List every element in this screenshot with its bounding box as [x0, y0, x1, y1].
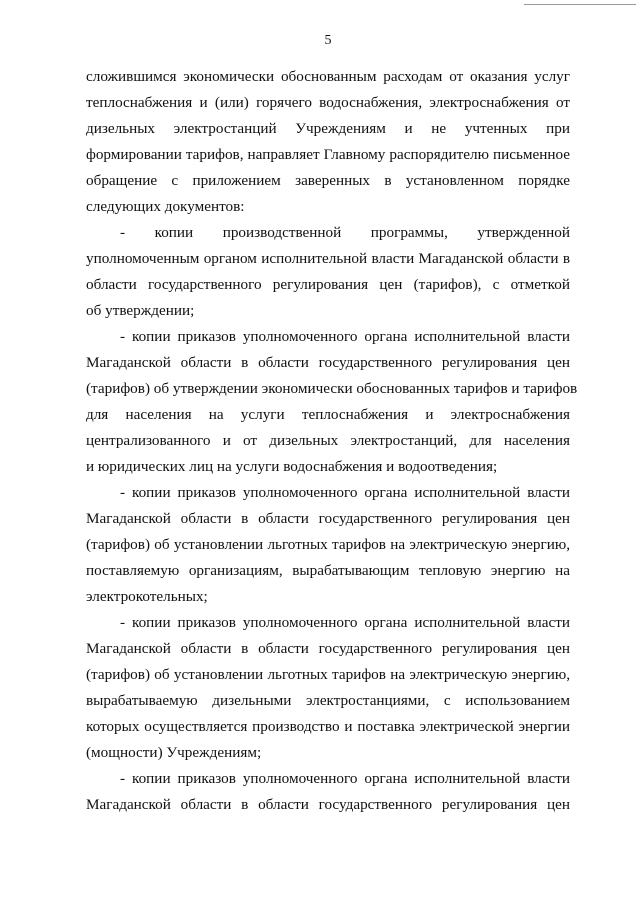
text-line: Магаданской области в области государственного регулирования цен — [86, 640, 570, 657]
text-line: (тарифов) об установлении льготных тарифов на электрическую энергию, — [86, 536, 570, 553]
text-line: Магаданской области в области государственного регулирования цен — [86, 796, 570, 813]
text-line: - копии приказов уполномоченного органа исполнительной власти — [120, 484, 570, 501]
text-line: электрокотельных; — [86, 588, 208, 605]
text-line: для населения на услуги теплоснабжения и электроснабжения — [86, 406, 570, 423]
text-line: централизованного и от дизельных электростанций, для населения — [86, 432, 570, 449]
page-number: 5 — [324, 33, 332, 48]
text-line: Магаданской области в области государственного регулирования цен — [86, 510, 570, 527]
text-line: - копии приказов уполномоченного органа исполнительной власти — [120, 328, 570, 345]
text-line: теплоснабжения и (или) горячего водоснабжения, электроснабжения от — [86, 94, 570, 111]
text-line: дизельных электростанций Учреждениям и не учтенных при — [86, 120, 570, 137]
text-line: - копии производственной программы, утвержденной — [120, 224, 570, 241]
text-line: - копии приказов уполномоченного органа исполнительной власти — [120, 770, 570, 787]
text-line: формировании тарифов, направляет Главному распорядителю письменное — [86, 146, 570, 163]
text-line: уполномоченным органом исполнительной власти Магаданской области в — [86, 250, 570, 267]
text-line: (мощности) Учреждениям; — [86, 744, 262, 761]
text-line: области государственного регулирования цен (тарифов), с отметкой — [86, 276, 570, 293]
text-line: вырабатываемую дизельными электростанциями, с использованием — [86, 692, 570, 709]
text-line: Магаданской области в области государственного регулирования цен — [86, 354, 570, 371]
text-line: которых осуществляется производство и поставка электрической энергии — [86, 718, 570, 735]
text-line: об утверждении; — [86, 302, 195, 319]
text-line: и юридических лиц на услуги водоснабжения и водоотведения; — [86, 458, 498, 475]
text-line: - копии приказов уполномоченного органа исполнительной власти — [120, 614, 570, 631]
text-line: обращение с приложением заверенных в установленном порядке — [86, 172, 570, 189]
text-line: (тарифов) об утверждении экономически обоснованных тарифов и тарифов — [86, 380, 578, 397]
top-edge-rule — [524, 4, 636, 5]
text-line: (тарифов) об установлении льготных тарифов на электрическую энергию, — [86, 666, 570, 683]
text-line: следующих документов: — [86, 198, 245, 215]
text-line: поставляемую организациям, вырабатывающим тепловую энергию на — [86, 562, 570, 579]
text-line: сложившимся экономически обоснованным расходам от оказания услуг — [86, 68, 570, 85]
body-text — [86, 64, 578, 818]
